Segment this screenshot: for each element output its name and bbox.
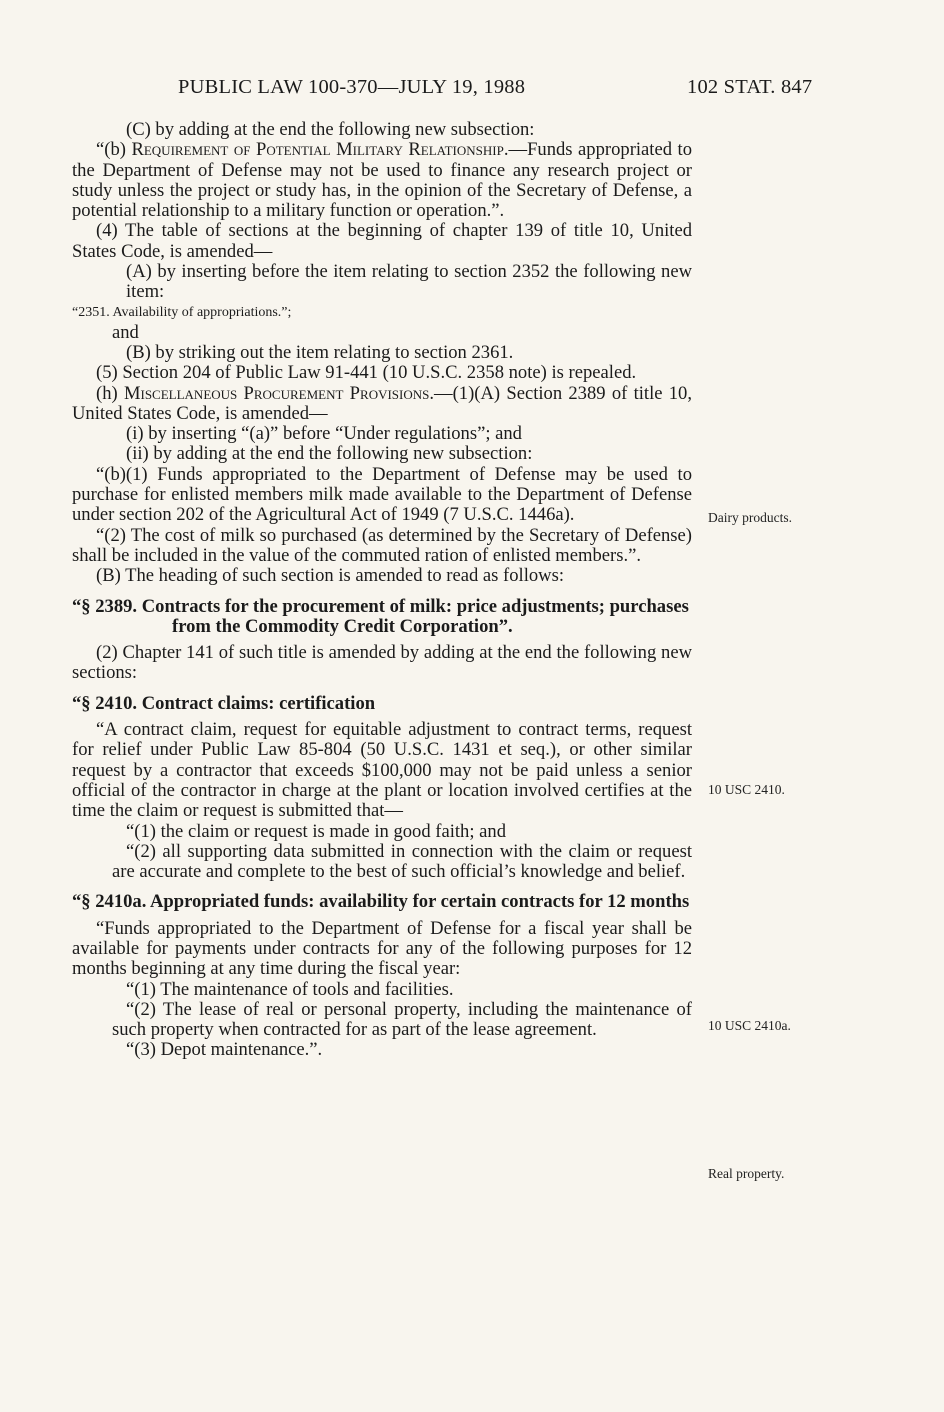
- header-stat: 102 STAT. 847: [687, 76, 813, 98]
- heading-amendment: (B) The heading of such section is amended to read as follows:: [96, 565, 564, 587]
- section-2410-text: “A contract claim, request for equitable adjustment to contract terms, request for relief under Public Law 85-804 (50 U.S.C. 1431 et seq.), or other similar request by a contractor that exceeds $100,000 may not be paid unless a senior official of the contractor in charge at the plant or location involved certifies at the time the claim or request is submitted that—: [72, 719, 692, 822]
- subsection-h-heading: Miscellaneous Procurement Provisions.: [123, 382, 435, 404]
- document-body: [72, 120, 692, 1061]
- section-2410a-heading: “§ 2410a. Appropriated funds: availability for certain contracts for 12 months: [72, 891, 690, 913]
- paragraph-chapter-141: (2) Chapter 141 of such title is amended by adding at the end the following new sections:: [72, 642, 692, 684]
- section-2410-heading: “§ 2410. Contract claims: certification: [72, 692, 376, 714]
- paragraph-4: (4) The table of sections at the beginning of chapter 139 of title 10, United States Code, is amended—: [72, 220, 692, 262]
- purpose-item-1: “(1) The maintenance of tools and facilities.: [126, 978, 454, 1000]
- margin-note-real-property: Real property.: [708, 1166, 785, 1181]
- conjunction-and: and: [112, 321, 139, 343]
- subsection-b2-milk-cost: “(2) The cost of milk so purchased (as determined by the Secretary of Defense) shall be included in the value of the commuted ration of enlisted members.”.: [72, 524, 692, 566]
- margin-note-dairy: Dairy products.: [708, 510, 792, 525]
- clause-ii: (ii) by adding at the end the following new subsection:: [126, 443, 533, 465]
- subsection-heading: Requirement of Potential Military Relationship.: [131, 139, 509, 161]
- header-title: PUBLIC LAW 100-370—JULY 19, 1988: [178, 76, 526, 98]
- certification-item-2: “(2) all supporting data submitted in connection with the claim or request are accurate and complete to the best of such official’s knowledge and belief.: [112, 840, 692, 883]
- paragraph-c: (C) by adding at the end the following new subsection:: [126, 119, 535, 140]
- subsection-b1-milk: “(b)(1) Funds appropriated to the Department of Defense may be used to purchase for enlisted members milk made available to the Department of Defense under section 202 of the Agricultural Act of 1949 (7 U.S.C. 1446a).: [72, 463, 692, 526]
- paragraph-a: (A) by inserting before the item relating to section 2352 the following new item:: [126, 261, 692, 303]
- purpose-item-3: “(3) Depot maintenance.”.: [126, 1039, 323, 1061]
- subsection-b: “(b) Requirement of Potential Military Relationship.—Funds appropriated to the Department of Defense may not be used to finance any research project or study unless the project or study has, in the opinion of the Secretary of Defense, a potential relationship to a military function or operation.”.: [72, 139, 692, 222]
- clause-i: (i) by inserting “(a)” before “Under regulations”; and: [126, 423, 522, 445]
- subsection-h: (h) Miscellaneous Procurement Provisions.—(1)(A) Section 2389 of title 10, United States Code, is amended—: [72, 382, 692, 424]
- margin-note-10usc2410: 10 USC 2410.: [708, 782, 785, 797]
- section-2389-heading: “§ 2389. Contracts for the procurement of milk: price adjustments; purchases from the Commodity Credit Corporation”.: [72, 595, 689, 637]
- paragraph-5: (5) Section 204 of Public Law 91-441 (10 U.S.C. 2358 note) is repealed.: [96, 362, 637, 384]
- paragraph-b-strike: (B) by striking out the item relating to section 2361.: [126, 341, 514, 363]
- table-item: “2351. Availability of appropriations.”;: [72, 304, 292, 320]
- certification-item-1: “(1) the claim or request is made in good faith; and: [126, 820, 507, 842]
- purpose-item-2: “(2) The lease of real or personal property, including the maintenance of such property when contracted for as part of the lease agreement.: [112, 998, 692, 1041]
- section-2410a-text: “Funds appropriated to the Department of Defense for a fiscal year shall be available for payments under contracts for any of the following purposes for 12 months beginning at any time during the fiscal year:: [72, 917, 692, 980]
- margin-note-10usc2410a: 10 USC 2410a.: [708, 1018, 791, 1033]
